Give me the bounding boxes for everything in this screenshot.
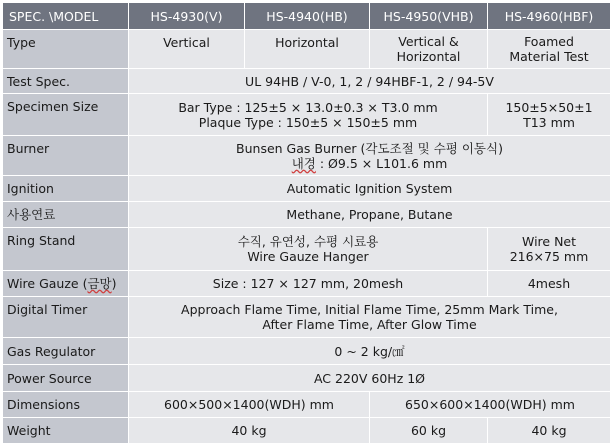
spec-table xyxy=(2,2,611,444)
row-ignition xyxy=(3,176,611,202)
power-source-label: Power Source xyxy=(3,365,129,392)
test-spec-label: Test Spec. xyxy=(3,69,129,94)
burner-inner-diameter-label: 내경 xyxy=(291,155,316,171)
row-power-source xyxy=(3,365,611,392)
digital-timer-line1: Approach Flame Time, Initial Flame Time, 25mm Mark Time, xyxy=(181,301,558,317)
row-burner xyxy=(3,135,611,175)
header-model-hb: HS-4940(HB) xyxy=(245,3,370,30)
dimensions-label: Dimensions xyxy=(3,392,129,418)
weight-label: Weight xyxy=(3,417,129,443)
row-ring-stand xyxy=(3,228,611,271)
power-source-value: AC 220V 60Hz 1Ø xyxy=(129,365,611,392)
row-digital-timer xyxy=(3,296,611,338)
row-type xyxy=(3,30,611,69)
row-dimensions xyxy=(3,392,611,418)
weight-hbf: 40 kg xyxy=(488,417,611,443)
type-vhb xyxy=(370,30,488,69)
ring-stand-hbf-line1: Wire Net xyxy=(521,233,577,249)
ignition-label: Ignition xyxy=(3,176,129,202)
row-gas-fuel xyxy=(3,202,611,228)
type-vhb-line2: Horizontal xyxy=(396,49,461,65)
ignition-value: Automatic Ignition System xyxy=(129,176,611,202)
gas-fuel-label: 사용연료 xyxy=(3,202,129,228)
specimen-bar-type: Bar Type : 125±5 × 13.0±0.3 × T3.0 mm xyxy=(178,99,438,115)
header-model-hbf: HS-4960(HBF) xyxy=(488,3,611,30)
wire-gauze-label-korean: 금망 xyxy=(87,275,112,291)
ring-stand-hbf xyxy=(488,228,611,271)
specimen-size-label: Specimen Size xyxy=(3,94,129,136)
header-model-vhb: HS-4950(VHB) xyxy=(370,3,488,30)
wire-gauze-hbf: 4mesh xyxy=(488,270,611,296)
specimen-size-hbf xyxy=(488,94,611,136)
header-model-v: HS-4930(V) xyxy=(129,3,245,30)
wire-gauze-value: Size : 127 × 127 mm, 20mesh xyxy=(129,270,488,296)
header-row xyxy=(3,3,611,30)
row-weight xyxy=(3,417,611,443)
specimen-hbf-line2: T13 mm xyxy=(523,114,575,130)
type-hbf-line1: Foamed xyxy=(524,34,574,50)
wire-gauze-label-prefix: Wire Gauze ( xyxy=(7,275,88,291)
type-hbf-line2: Material Test xyxy=(509,49,589,65)
ring-stand-value xyxy=(129,228,488,271)
specimen-hbf-line1: 150±5×50±1 xyxy=(505,99,593,115)
burner-inner-diameter-value: : Ø9.5 × L101.6 mm xyxy=(315,155,448,171)
ring-stand-line1: 수직, 유연성, 수평 시료용 xyxy=(237,233,379,249)
dimensions-v-hb: 600×500×1400(WDH) mm xyxy=(129,392,370,418)
weight-vhb: 60 kg xyxy=(370,417,488,443)
burner-line2 xyxy=(133,156,606,171)
digital-timer-line2: After Flame Time, After Glow Time xyxy=(262,316,477,332)
row-gas-regulator xyxy=(3,338,611,365)
type-v: Vertical xyxy=(129,30,245,69)
dimensions-vhb-hbf: 650×600×1400(WDH) mm xyxy=(370,392,611,418)
type-vhb-line1: Vertical & xyxy=(398,34,459,50)
digital-timer-label: Digital Timer xyxy=(3,296,129,338)
gas-regulator-label: Gas Regulator xyxy=(3,338,129,365)
gas-regulator-value: 0 ~ 2 kg/㎠ xyxy=(129,338,611,365)
row-specimen-size xyxy=(3,94,611,136)
ring-stand-label: Ring Stand xyxy=(3,228,129,271)
test-spec-value: UL 94HB / V-0, 1, 2 / 94HBF-1, 2 / 94-5V xyxy=(129,69,611,94)
type-label: Type xyxy=(3,30,129,69)
specimen-size-value xyxy=(129,94,488,136)
ring-stand-hbf-line2: 216×75 mm xyxy=(509,248,589,264)
header-spec-model: SPEC. \MODEL xyxy=(3,3,129,30)
ring-stand-line2: Wire Gauze Hanger xyxy=(247,248,369,264)
burner-line1: Bunsen Gas Burner (각도조절 및 수평 이동식) xyxy=(236,140,503,156)
wire-gauze-label xyxy=(3,270,129,296)
specimen-plaque-type: Plaque Type : 150±5 × 150±5 mm xyxy=(198,114,418,130)
burner-value xyxy=(129,135,611,175)
burner-label: Burner xyxy=(3,135,129,175)
row-test-spec xyxy=(3,69,611,94)
digital-timer-value xyxy=(129,296,611,338)
type-hb: Horizontal xyxy=(245,30,370,69)
wire-gauze-label-suffix: ) xyxy=(111,275,117,291)
gas-fuel-value: Methane, Propane, Butane xyxy=(129,202,611,228)
type-hbf xyxy=(488,30,611,69)
row-wire-gauze xyxy=(3,270,611,296)
weight-v-hb: 40 kg xyxy=(129,417,370,443)
